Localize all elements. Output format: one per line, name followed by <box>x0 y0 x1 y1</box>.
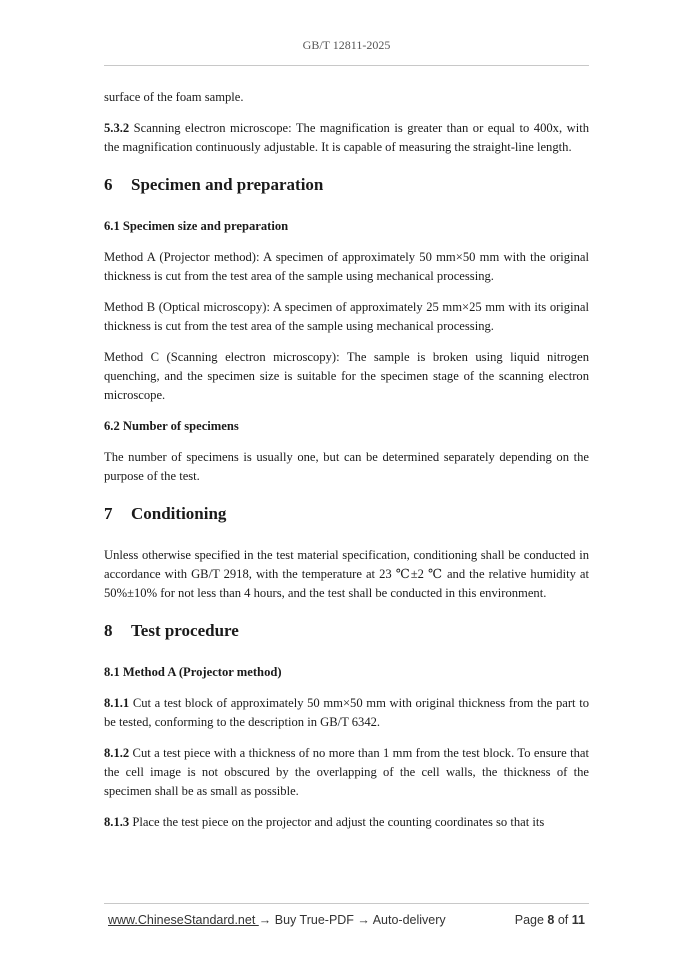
clause-text: Scanning electron microscope: The magnification is greater than or equal to 400x, with the magnification continuously adjustable. It is capable of measuring the straight-line length. <box>104 121 589 154</box>
paragraph-continuation: surface of the foam sample. <box>104 90 244 104</box>
clause-text: Cut a test block of approximately 50 mm×50 mm with original thickness from the part to be tested, conforming to the description in GB/T 6342. <box>104 696 589 729</box>
clause-text: Cut a test piece with a thickness of no more than 1 mm from the test block. To ensure that the cell image is not obscured by the overlapping of the cell walls, the thickness of the specimen shall be as small as possible. <box>104 746 589 798</box>
page-label: Page <box>514 913 544 927</box>
page-of-label: of <box>557 913 569 927</box>
section-number: 6 <box>104 175 113 194</box>
clause-8-1-3 <box>104 813 589 832</box>
paragraph-conditioning: Unless otherwise specified in the test material specification, conditioning shall be conducted in accordance with GB/T 2918, with the temperature at 23 ℃±2 ℃ and the relative humidity at 50%±10% for not less than 4 hours, and the test shall be conducted in this environment. <box>104 548 589 600</box>
header-divider <box>104 65 589 66</box>
delivery-text: Auto-delivery <box>369 913 446 927</box>
clause-5-3-2 <box>104 119 589 157</box>
section-title: Specimen and preparation <box>131 175 324 194</box>
paragraph-method-b: Method B (Optical microscopy): A specimen of approximately 25 mm×25 mm with its original thickness is cut from the test area of the sample using mechanical processing. <box>104 300 589 333</box>
footer-divider <box>104 903 589 904</box>
arrow-right-icon: → <box>258 913 272 927</box>
subsection-heading-6-1: 6.1 Specimen size and preparation <box>104 219 289 233</box>
section-title: Conditioning <box>131 504 227 523</box>
clause-text: Place the test piece on the projector and adjust the counting coordinates so that its <box>129 815 545 829</box>
section-number: 7 <box>104 504 113 523</box>
clause-number: 8.1.2 <box>104 746 130 760</box>
clause-8-1-1 <box>104 694 589 732</box>
section-title: Test procedure <box>131 621 239 640</box>
paragraph-number-of-specimens: The number of specimens is usually one, but can be determined separately depending on the purpose of the test. <box>104 450 589 483</box>
page-footer <box>108 913 585 927</box>
buy-text: Buy True-PDF <box>271 913 358 927</box>
arrow-right-icon: → <box>357 913 370 927</box>
clause-8-1-2 <box>104 744 589 801</box>
page-number: 8 <box>547 913 555 927</box>
paragraph-method-c: Method C (Scanning electron microscopy): The sample is broken using liquid nitrogen quenching, and the specimen size is suitable for the specimen stage of the scanning electron microscope. <box>104 350 589 402</box>
clause-number: 5.3.2 <box>104 121 130 135</box>
page-indicator <box>515 913 585 927</box>
subsection-heading-6-2: 6.2 Number of specimens <box>104 419 239 433</box>
section-number: 8 <box>104 621 113 640</box>
clause-number: 8.1.1 <box>104 696 130 710</box>
section-heading-6 <box>104 175 589 195</box>
clause-number: 8.1.3 <box>104 815 130 829</box>
website-link[interactable]: www.ChineseStandard.net <box>108 913 259 927</box>
section-heading-7 <box>104 504 589 524</box>
subsection-heading-8-1: 8.1 Method A (Projector method) <box>104 665 282 679</box>
paragraph-method-a: Method A (Projector method): A specimen of approximately 50 mm×50 mm with the original thickness is cut from the test area of the sample using mechanical processing. <box>104 250 589 283</box>
page-total: 11 <box>571 913 585 927</box>
page-content <box>104 88 589 844</box>
section-heading-8 <box>104 621 589 641</box>
document-header: GB/T 12811-2025 <box>302 38 391 52</box>
